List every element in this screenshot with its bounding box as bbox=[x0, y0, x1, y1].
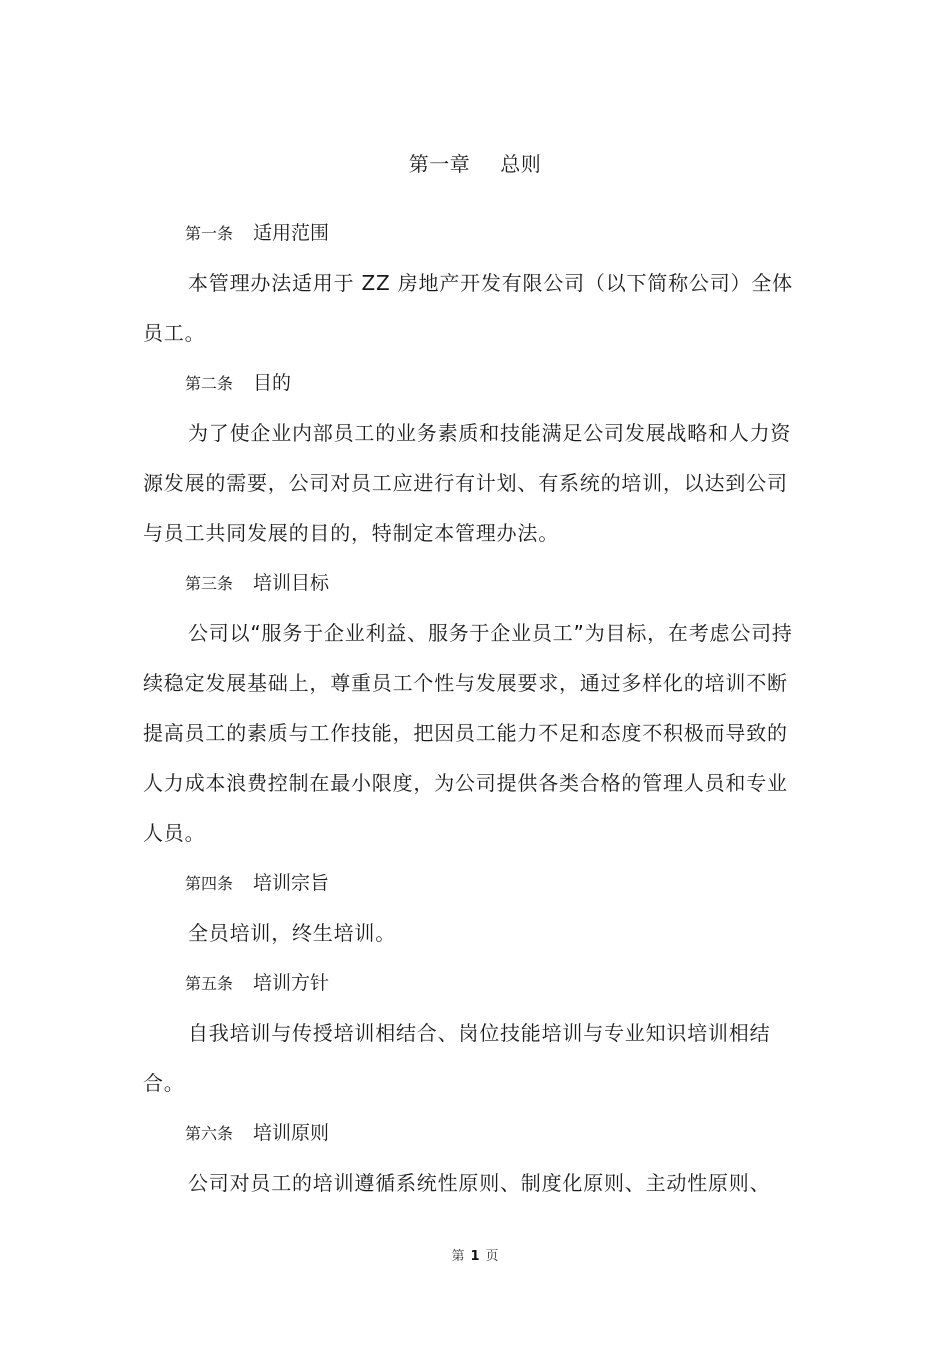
article-body: 本管理办法适用于 ZZ 房地产开发有限公司（以下简称公司）全体员工。 bbox=[143, 271, 793, 345]
footer-prefix: 第 bbox=[451, 1249, 465, 1264]
article-body: 公司对员工的培训遵循系统性原则、制度化原则、主动性原则、 bbox=[188, 1171, 771, 1195]
article-title: 培训目标 bbox=[253, 572, 330, 594]
article-title: 培训宗旨 bbox=[253, 872, 330, 894]
article-body: 公司以“服务于企业利益、服务于企业员工”为目标，在考虑公司持续稳定发展基础上，尊重员工个性与发展要求，通过多样化的培训不断提高员工的素质与工作技能，把因员工能力不足和态度不积极而导致的人力成本浪费控制在最小限度，为公司提供各类合格的管理人员和专业人员。 bbox=[143, 621, 793, 845]
article-heading bbox=[185, 870, 329, 897]
article-body: 自我培训与传授培训相结合、岗位技能培训与专业知识培训相结合。 bbox=[143, 1021, 771, 1095]
article-title: 目的 bbox=[253, 372, 292, 394]
chapter-number: 第一章 bbox=[408, 152, 471, 176]
article-title: 培训方针 bbox=[253, 972, 330, 994]
article-title: 适用范围 bbox=[253, 222, 330, 244]
article-body: 全员培训，终生培训。 bbox=[188, 921, 396, 945]
chapter-title bbox=[0, 150, 950, 178]
article-number: 第一条 bbox=[185, 224, 234, 243]
article-heading bbox=[185, 1120, 329, 1147]
article-heading bbox=[185, 570, 329, 597]
chapter-name: 总则 bbox=[500, 152, 542, 176]
page-number: 1 bbox=[470, 1249, 480, 1264]
article-number: 第六条 bbox=[185, 1124, 234, 1143]
article-number: 第五条 bbox=[185, 974, 234, 993]
page-footer bbox=[0, 1248, 950, 1266]
article-heading bbox=[185, 220, 329, 247]
article-body: 为了使企业内部员工的业务素质和技能满足公司发展战略和人力资源发展的需要，公司对员工应进行有计划、有系统的培训，以达到公司与员工共同发展的目的，特制定本管理办法。 bbox=[143, 421, 792, 545]
article-number: 第三条 bbox=[185, 574, 234, 593]
article-title: 培训原则 bbox=[253, 1122, 330, 1144]
footer-suffix: 页 bbox=[485, 1249, 499, 1264]
article-heading bbox=[185, 970, 329, 997]
article-number: 第四条 bbox=[185, 874, 234, 893]
article-number: 第二条 bbox=[185, 374, 234, 393]
article-heading bbox=[185, 370, 291, 397]
